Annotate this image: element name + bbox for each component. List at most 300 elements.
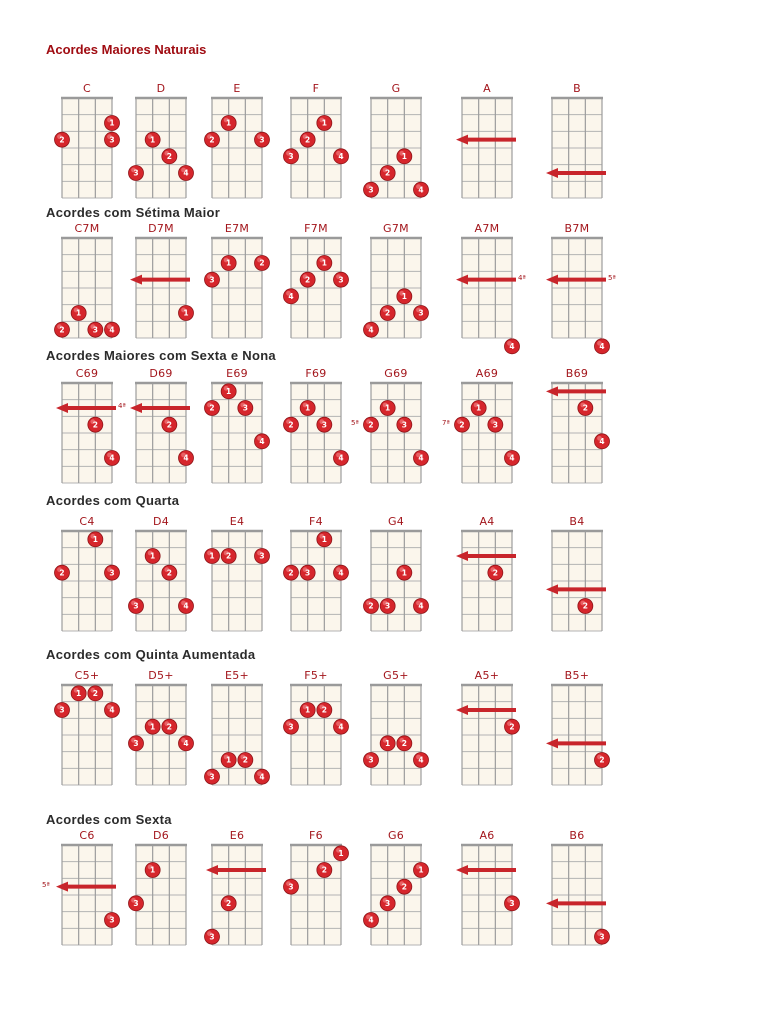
fretboard [124, 681, 198, 805]
finger-dot [317, 116, 332, 131]
chord-diagram-e4 [209, 515, 265, 641]
finger-number: 4 [418, 601, 424, 611]
finger-dot [145, 863, 160, 878]
section-title-quarta: Acordes com Quarta [46, 493, 180, 508]
finger-dot [397, 417, 412, 432]
finger-dot [380, 896, 395, 911]
fretboard [450, 841, 524, 965]
finger-dot [397, 736, 412, 751]
finger-dot [284, 417, 299, 432]
finger-dot [414, 306, 429, 321]
chord-diagram-c5-aug [59, 669, 115, 795]
finger-dot [364, 599, 379, 614]
finger-number: 4 [109, 705, 115, 715]
finger-number: 2 [166, 568, 172, 578]
finger-number: 2 [166, 722, 172, 732]
finger-dot [162, 417, 177, 432]
finger-number: 3 [133, 899, 139, 909]
finger-dot [205, 769, 220, 784]
chord-name: G6 [387, 829, 405, 842]
finger-dot [334, 719, 349, 734]
finger-number: 3 [133, 601, 139, 611]
fretboard [50, 379, 124, 503]
chord-name: A [483, 82, 491, 95]
finger-number: 3 [288, 882, 294, 892]
fretboard [279, 94, 353, 218]
finger-dot [334, 272, 349, 287]
fretboard [450, 234, 524, 358]
finger-dot [179, 736, 194, 751]
finger-number: 1 [183, 308, 189, 318]
chord-diagram-a [462, 82, 512, 208]
chord-diagram-g [368, 82, 424, 208]
finger-dot [471, 401, 486, 416]
chord-name: E69 [226, 367, 248, 380]
chord-diagram-d4 [133, 515, 189, 641]
finger-number: 1 [226, 387, 232, 397]
finger-number: 2 [368, 601, 374, 611]
finger-number: 1 [305, 705, 311, 715]
chord-diagram-e6 [209, 829, 262, 955]
finger-dot [380, 306, 395, 321]
fret-position-label: 4ª [118, 402, 126, 410]
chord-diagram-b7m [552, 222, 616, 352]
chord-name: E [233, 82, 241, 95]
fretboard [200, 527, 274, 651]
finger-dot [284, 719, 299, 734]
finger-number: 3 [321, 420, 327, 430]
finger-number: 1 [418, 865, 424, 875]
chord-name: G [391, 82, 401, 95]
fretboard [540, 379, 614, 503]
chord-diagram-e5-aug [209, 669, 265, 795]
fret-position-label: 5ª [608, 273, 616, 282]
finger-number: 1 [401, 292, 407, 302]
finger-dot [55, 703, 70, 718]
finger-dot [205, 272, 220, 287]
finger-dot [364, 913, 379, 928]
finger-dot [317, 532, 332, 547]
section-title-setima-maior: Acordes com Sétima Maior [46, 205, 221, 220]
finger-number: 4 [368, 915, 374, 925]
chord-name: D4 [152, 515, 170, 528]
finger-dot [334, 451, 349, 466]
finger-dot [105, 703, 120, 718]
finger-dot [364, 322, 379, 337]
fretboard [279, 527, 353, 651]
finger-number: 3 [288, 152, 294, 162]
finger-dot [364, 753, 379, 768]
finger-number: 4 [599, 437, 605, 447]
fretboard [540, 527, 614, 651]
finger-dot [334, 565, 349, 580]
finger-dot [414, 182, 429, 197]
finger-dot [300, 703, 315, 718]
finger-number: 4 [109, 453, 115, 463]
finger-number: 2 [226, 899, 232, 909]
finger-number: 1 [305, 403, 311, 413]
finger-dot [488, 417, 503, 432]
chord-diagram-d69 [136, 367, 189, 493]
chord-name: G69 [384, 367, 408, 380]
finger-number: 3 [338, 275, 344, 285]
chord-name: E7M [224, 222, 250, 235]
fretboard [279, 379, 353, 503]
finger-dot [317, 703, 332, 718]
finger-number: 2 [385, 168, 391, 178]
chord-diagram-f [288, 82, 344, 208]
chord-name: B7M [564, 222, 590, 235]
finger-dot [300, 272, 315, 287]
finger-number: 4 [183, 601, 189, 611]
fretboard [124, 379, 198, 503]
chord-name: G4 [387, 515, 405, 528]
finger-number: 1 [321, 118, 327, 128]
finger-number: 3 [492, 420, 498, 430]
fretboard [124, 527, 198, 651]
finger-number: 2 [92, 689, 98, 699]
finger-dot [488, 565, 503, 580]
chord-name: D5+ [148, 669, 174, 682]
finger-dot [205, 929, 220, 944]
finger-dot [397, 565, 412, 580]
finger-number: 1 [226, 258, 232, 268]
finger-number: 4 [183, 739, 189, 749]
finger-dot [284, 149, 299, 164]
fretboard [279, 841, 353, 965]
finger-number: 3 [599, 932, 605, 942]
finger-number: 3 [368, 185, 374, 195]
finger-number: 4 [259, 437, 265, 447]
finger-number: 1 [321, 535, 327, 545]
finger-dot [205, 401, 220, 416]
finger-dot [88, 686, 103, 701]
finger-dot [414, 451, 429, 466]
fretboard [124, 234, 198, 358]
finger-number: 3 [418, 308, 424, 318]
chord-diagram-c4 [59, 515, 115, 641]
finger-dot [105, 565, 120, 580]
chord-diagram-c7m [59, 222, 115, 348]
finger-dot [162, 565, 177, 580]
chord-name: F7M [304, 222, 328, 235]
chord-diagram-d [133, 82, 189, 208]
fretboard [450, 94, 524, 218]
finger-number: 1 [321, 258, 327, 268]
finger-number: 2 [599, 755, 605, 765]
finger-number: 2 [509, 722, 515, 732]
chord-diagram-d6 [133, 829, 186, 955]
chord-name: B4 [569, 515, 585, 528]
chord-diagram-f7m [288, 222, 344, 348]
finger-dot [162, 149, 177, 164]
fretboard [450, 527, 524, 651]
chord-diagram-e7m [209, 222, 265, 348]
finger-number: 2 [226, 551, 232, 561]
finger-number: 3 [209, 772, 215, 782]
finger-dot [105, 322, 120, 337]
fretboard [50, 234, 124, 358]
fretboard [279, 681, 353, 805]
finger-dot [284, 565, 299, 580]
finger-number: 3 [368, 755, 374, 765]
chord-name: A69 [475, 367, 499, 380]
fretboard [359, 94, 433, 218]
finger-dot [179, 451, 194, 466]
finger-number: 3 [509, 899, 515, 909]
finger-number: 2 [492, 568, 498, 578]
finger-dot [205, 549, 220, 564]
finger-number: 1 [338, 849, 344, 859]
chord-name: C4 [79, 515, 95, 528]
chord-diagram-a69 [442, 367, 515, 493]
finger-number: 3 [133, 168, 139, 178]
finger-dot [55, 322, 70, 337]
finger-dot [284, 289, 299, 304]
finger-dot [105, 451, 120, 466]
finger-dot [317, 863, 332, 878]
chord-name: C5+ [74, 669, 100, 682]
finger-number: 4 [183, 168, 189, 178]
finger-number: 1 [150, 722, 156, 732]
finger-dot [578, 599, 593, 614]
chord-name: F5+ [304, 669, 328, 682]
finger-dot [129, 166, 144, 181]
finger-number: 3 [385, 899, 391, 909]
fretboard [359, 234, 433, 358]
finger-number: 3 [92, 325, 98, 335]
finger-dot [129, 599, 144, 614]
finger-dot [595, 929, 610, 944]
finger-number: 2 [401, 882, 407, 892]
finger-number: 2 [92, 420, 98, 430]
finger-number: 2 [166, 420, 172, 430]
finger-number: 3 [109, 135, 115, 145]
finger-dot [221, 256, 236, 271]
finger-number: 3 [209, 275, 215, 285]
chord-diagram-g5-aug [368, 669, 424, 795]
finger-number: 2 [59, 135, 65, 145]
finger-dot [255, 256, 270, 271]
finger-dot [300, 401, 315, 416]
chord-name: G5+ [383, 669, 409, 682]
finger-number: 1 [385, 403, 391, 413]
finger-number: 3 [242, 403, 248, 413]
finger-number: 2 [321, 705, 327, 715]
chord-name: A6 [479, 829, 495, 842]
finger-dot [238, 401, 253, 416]
finger-dot [455, 417, 470, 432]
finger-number: 2 [582, 403, 588, 413]
finger-dot [505, 719, 520, 734]
finger-dot [55, 565, 70, 580]
section-title-maiores-naturais: Acordes Maiores Naturais [46, 42, 207, 57]
finger-number: 3 [59, 705, 65, 715]
finger-dot [221, 384, 236, 399]
chord-name: F69 [305, 367, 327, 380]
chord-diagram-d7m [136, 222, 189, 348]
fret-position-label: 7ª [442, 418, 450, 427]
finger-dot [380, 736, 395, 751]
chord-diagram-d5-aug [133, 669, 189, 795]
chord-diagram-f4 [288, 515, 344, 641]
finger-number: 4 [368, 325, 374, 335]
finger-dot [397, 879, 412, 894]
chord-diagram-b [552, 82, 602, 208]
finger-dot [505, 896, 520, 911]
fretboard [450, 379, 524, 503]
finger-dot [317, 256, 332, 271]
chord-name: A4 [479, 515, 495, 528]
finger-number: 3 [133, 739, 139, 749]
chord-name: G7M [383, 222, 409, 235]
finger-number: 2 [209, 135, 215, 145]
finger-number: 4 [418, 453, 424, 463]
finger-dot [221, 753, 236, 768]
finger-dot [380, 166, 395, 181]
chord-diagram-c6 [42, 829, 115, 955]
finger-dot [71, 686, 86, 701]
finger-dot [221, 549, 236, 564]
finger-number: 3 [288, 722, 294, 732]
finger-dot [145, 549, 160, 564]
finger-number: 2 [209, 403, 215, 413]
fretboard [50, 681, 124, 805]
chord-diagram-g6 [368, 829, 424, 955]
finger-number: 4 [509, 342, 515, 352]
finger-number: 1 [92, 535, 98, 545]
finger-dot [88, 322, 103, 337]
finger-number: 3 [401, 420, 407, 430]
fretboard [359, 379, 433, 503]
fretboard [540, 681, 614, 805]
finger-dot [595, 753, 610, 768]
chord-name: D [156, 82, 166, 95]
finger-dot [505, 339, 520, 354]
fretboard [200, 681, 274, 805]
chord-diagram-b4 [552, 515, 602, 641]
chord-name: B69 [565, 367, 589, 380]
chord-name: C [83, 82, 91, 95]
fret-position-label: 4ª [518, 273, 526, 282]
finger-number: 2 [368, 420, 374, 430]
fretboard [540, 234, 614, 358]
chord-name: F [312, 82, 320, 95]
finger-number: 2 [59, 325, 65, 335]
finger-number: 2 [305, 135, 311, 145]
finger-number: 2 [459, 420, 465, 430]
fretboard [359, 841, 433, 965]
chord-diagram-f69 [288, 367, 344, 493]
chord-name: A7M [474, 222, 500, 235]
finger-dot [145, 132, 160, 147]
chord-name: D69 [149, 367, 173, 380]
chord-name: E5+ [224, 669, 250, 682]
chord-diagram-g4 [368, 515, 424, 641]
finger-number: 4 [418, 755, 424, 765]
chord-diagram-f5-aug [288, 669, 344, 795]
finger-number: 3 [305, 568, 311, 578]
fretboard [200, 379, 274, 503]
fretboard [200, 841, 274, 965]
finger-dot [105, 116, 120, 131]
fretboard [450, 681, 524, 805]
chord-name: C69 [75, 367, 99, 380]
chord-name: D6 [152, 829, 170, 842]
finger-dot [255, 132, 270, 147]
finger-number: 4 [259, 772, 265, 782]
fretboard [279, 234, 353, 358]
finger-number: 4 [418, 185, 424, 195]
finger-number: 4 [599, 342, 605, 352]
chord-diagram-a7m [462, 222, 526, 352]
finger-number: 2 [288, 568, 294, 578]
chord-diagram-b6 [552, 829, 605, 955]
finger-number: 2 [59, 568, 65, 578]
chord-name: B [573, 82, 581, 95]
finger-dot [380, 599, 395, 614]
finger-dot [105, 913, 120, 928]
finger-dot [380, 401, 395, 416]
chord-diagram-a6 [462, 829, 515, 955]
finger-dot [414, 753, 429, 768]
finger-dot [179, 306, 194, 321]
chord-name: F4 [309, 515, 323, 528]
finger-dot [88, 532, 103, 547]
finger-number: 1 [76, 308, 82, 318]
chord-name: C6 [79, 829, 95, 842]
fretboard [540, 841, 614, 965]
section-title-sexta: Acordes com Sexta [46, 812, 172, 827]
finger-dot [105, 132, 120, 147]
finger-dot [364, 182, 379, 197]
chord-name: E6 [229, 829, 245, 842]
chord-diagram-c [59, 82, 115, 208]
finger-number: 2 [305, 275, 311, 285]
chord-diagram-g69 [351, 367, 424, 493]
chord-diagram-e69 [209, 367, 265, 493]
chord-name: B6 [569, 829, 585, 842]
fretboard [124, 841, 198, 965]
finger-number: 2 [259, 258, 265, 268]
finger-dot [255, 434, 270, 449]
chord-name: A5+ [474, 669, 500, 682]
finger-number: 1 [150, 551, 156, 561]
finger-number: 3 [209, 932, 215, 942]
chord-diagram-e [209, 82, 265, 208]
chord-diagram-b5-aug [552, 669, 605, 795]
finger-dot [334, 149, 349, 164]
finger-number: 1 [109, 118, 115, 128]
finger-dot [414, 863, 429, 878]
finger-dot [505, 451, 520, 466]
finger-dot [317, 417, 332, 432]
fretboard [50, 527, 124, 651]
finger-number: 2 [242, 755, 248, 765]
chord-name: C7M [74, 222, 100, 235]
finger-number: 4 [183, 453, 189, 463]
fretboard [50, 94, 124, 218]
finger-dot [255, 549, 270, 564]
finger-number: 2 [401, 739, 407, 749]
finger-number: 3 [259, 135, 265, 145]
finger-dot [129, 896, 144, 911]
finger-number: 4 [338, 722, 344, 732]
fretboard [200, 234, 274, 358]
finger-number: 4 [338, 568, 344, 578]
finger-dot [364, 417, 379, 432]
section-title-sexta-e-nona: Acordes Maiores com Sexta e Nona [46, 348, 276, 363]
